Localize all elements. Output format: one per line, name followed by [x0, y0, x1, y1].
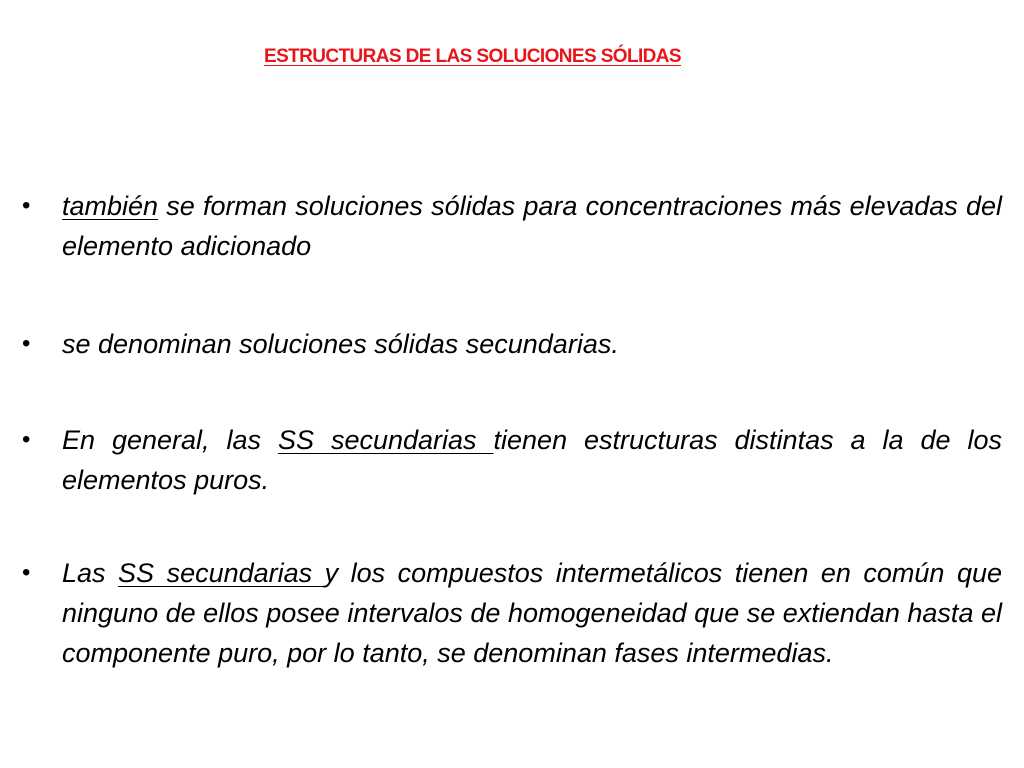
bullet-text: se forman soluciones sólidas para concentraciones más elevadas del elemento adicionado — [62, 191, 1002, 261]
bullet-item — [22, 324, 1002, 364]
bullet-item — [22, 553, 1002, 673]
bullet-text: En general, las — [62, 425, 278, 455]
bullet-icon: • — [22, 192, 31, 219]
bullet-text: se denominan soluciones sólidas secundarias. — [62, 329, 619, 359]
bullet-icon: • — [22, 330, 31, 357]
underlined-text: SS secundarias — [277, 425, 494, 455]
bullet-icon: • — [22, 426, 31, 453]
underlined-text: SS secundarias — [118, 558, 325, 588]
bullet-item — [22, 186, 1002, 266]
underlined-text: también — [62, 191, 159, 221]
bullet-text: y los compuestos intermetálicos tienen en común que ninguno de ellos posee intervalos de homogeneidad que se extiendan hasta el componente puro, por lo tanto, se denominan fases intermedias. — [62, 558, 1002, 668]
bullet-text: Las — [62, 558, 119, 588]
slide-title: ESTRUCTURAS DE LAS SOLUCIONES SÓLIDAS — [264, 46, 681, 67]
bullet-list — [22, 186, 1002, 673]
bullet-item — [22, 420, 1002, 500]
bullet-text: tienen estructuras distintas a la de los elementos puros. — [62, 425, 1003, 495]
bullet-icon: • — [22, 559, 31, 586]
